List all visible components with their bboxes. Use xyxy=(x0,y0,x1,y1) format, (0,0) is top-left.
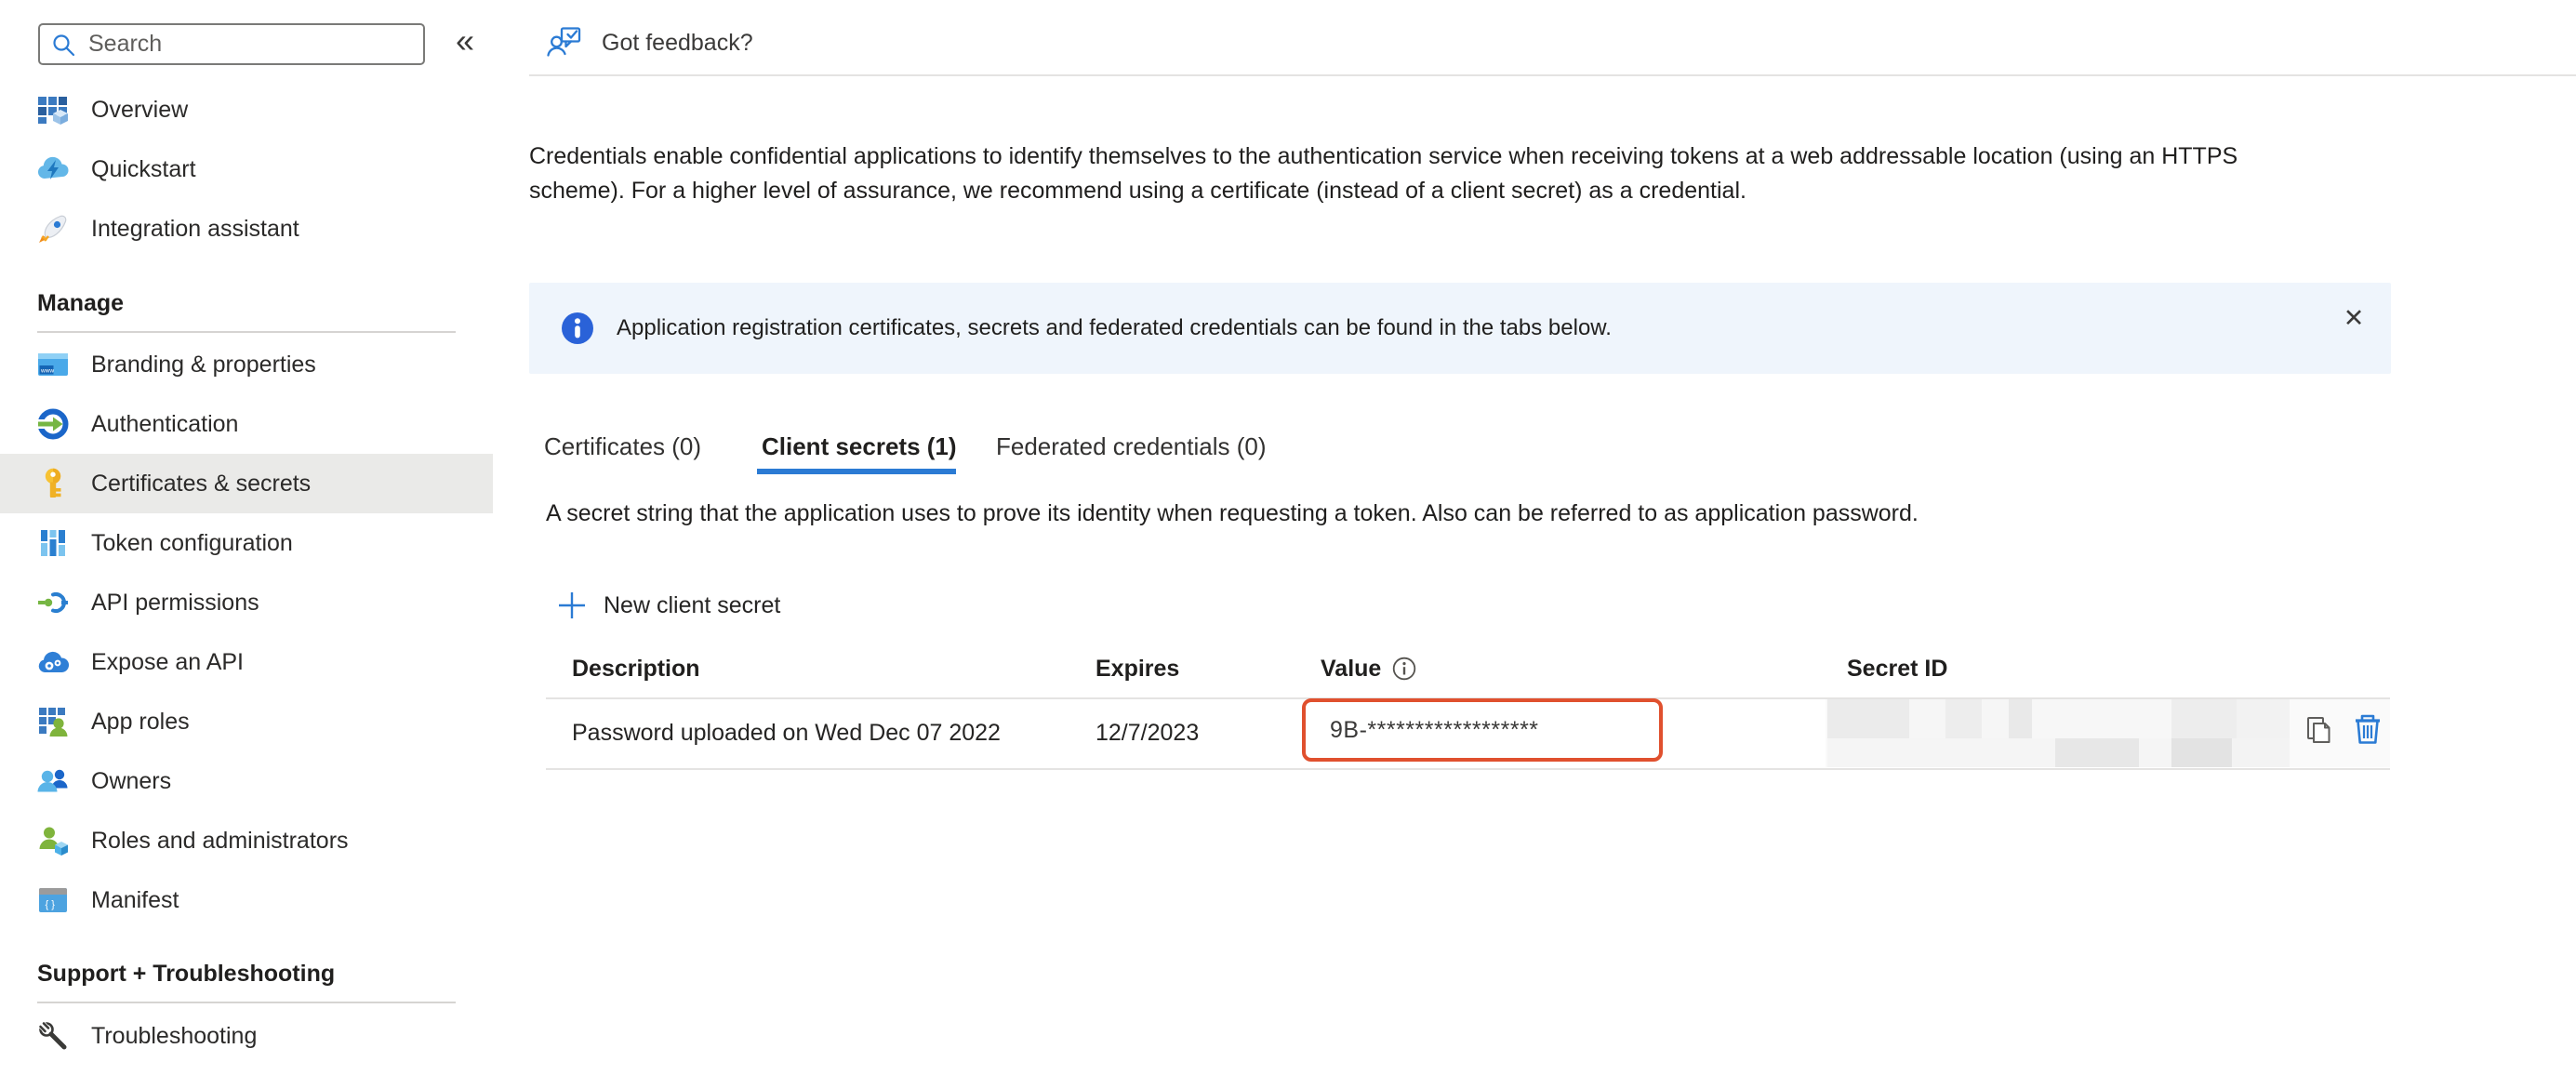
svg-text:{ }: { } xyxy=(45,899,55,910)
sidebar-item-label: Overview xyxy=(91,96,189,123)
column-header-description: Description xyxy=(572,655,700,682)
got-feedback-button[interactable] xyxy=(546,22,753,63)
cloud-gears-icon xyxy=(37,646,69,678)
secret-id-redaction-block xyxy=(2232,738,2290,767)
client-secret-description-text: A secret string that the application uses to prove its identity when requesting a token. Also can be referred to as application password. xyxy=(546,500,1919,526)
key-icon xyxy=(37,468,69,499)
sign-in-arrow-icon xyxy=(37,408,69,440)
sidebar-item-overview[interactable] xyxy=(0,80,493,139)
sidebar-item-integration-assistant[interactable] xyxy=(0,199,493,259)
svg-text:www: www xyxy=(41,367,55,375)
collapse-sidebar-button[interactable]: « xyxy=(445,17,485,65)
api-plug-icon xyxy=(37,587,69,618)
sidebar-item-label: Certificates & secrets xyxy=(91,470,312,497)
sidebar-item-label: Roles and administrators xyxy=(91,827,349,854)
column-header-expires: Expires xyxy=(1095,655,1180,682)
secret-id-redaction-block xyxy=(1909,699,1945,738)
info-icon xyxy=(561,312,594,345)
sidebar-item-label: Integration assistant xyxy=(91,215,299,242)
new-client-secret-button[interactable] xyxy=(557,584,780,627)
sidebar-item-branding-properties[interactable] xyxy=(0,335,493,394)
sidebar-item-expose-an-api[interactable] xyxy=(0,632,493,692)
sidebar-search-box[interactable] xyxy=(38,23,425,65)
divider xyxy=(37,1002,456,1003)
overview-grid-icon xyxy=(37,94,69,126)
sidebar-item-manifest[interactable] xyxy=(0,870,493,930)
rocket-icon xyxy=(37,213,69,245)
cell-description: Password uploaded on Wed Dec 07 2022 xyxy=(572,719,1001,746)
close-icon[interactable]: ✕ xyxy=(2335,299,2372,337)
sidebar-item-label: Authentication xyxy=(91,410,239,437)
secret-id-redaction-block xyxy=(2237,699,2290,738)
sidebar-item-troubleshooting[interactable] xyxy=(0,1006,493,1066)
column-header-value xyxy=(1321,651,1416,686)
sidebar-item-label: Owners xyxy=(91,767,172,794)
sidebar-item-certificates-secrets[interactable] xyxy=(0,454,493,513)
secret-id-redaction-block xyxy=(2171,738,2232,767)
cell-value[interactable]: 9B-****************** xyxy=(1330,716,1539,743)
feedback-icon xyxy=(546,24,583,61)
sidebar-item-label: Manifest xyxy=(91,886,179,913)
divider xyxy=(546,768,2390,770)
copy-icon xyxy=(2303,715,2336,749)
plus-icon xyxy=(557,591,587,620)
info-banner xyxy=(529,283,2391,374)
sidebar-section-manage: Manage xyxy=(37,289,125,316)
quickstart-cloud-icon xyxy=(37,153,69,185)
value-highlight-box xyxy=(1302,698,1663,762)
tab-federated-credentials[interactable]: Federated credentials (0) xyxy=(996,431,1267,460)
copy-secret-button[interactable] xyxy=(2303,715,2336,749)
secret-id-redaction-block xyxy=(1945,699,1982,738)
search-icon xyxy=(51,33,75,57)
secret-id-redaction-block xyxy=(2139,738,2171,767)
sidebar-item-label: API permissions xyxy=(91,589,259,616)
sidebar-item-label: Expose an API xyxy=(91,648,245,675)
sidebar-item-owners[interactable] xyxy=(0,751,493,811)
column-header-secret-id: Secret ID xyxy=(1847,655,1948,682)
two-people-icon xyxy=(37,765,69,797)
divider xyxy=(529,74,2576,76)
secret-id-redaction-block xyxy=(2171,699,2237,738)
search-input[interactable] xyxy=(86,30,412,59)
sidebar-item-label: Quickstart xyxy=(91,155,196,182)
active-tab-underline xyxy=(757,469,956,474)
sidebar-item-token-configuration[interactable] xyxy=(0,513,493,573)
secret-id-redaction-block xyxy=(1827,738,2055,767)
secret-id-redaction-block xyxy=(2055,738,2139,767)
sidebar xyxy=(0,0,493,1075)
cell-expires: 12/7/2023 xyxy=(1095,719,1200,746)
secret-id-redaction-block xyxy=(2009,699,2032,738)
divider xyxy=(37,331,456,333)
code-window-icon xyxy=(37,884,69,916)
trash-icon xyxy=(2350,712,2385,748)
tab-certificates[interactable]: Certificates (0) xyxy=(544,431,702,460)
tab-client-secrets[interactable]: Client secrets (1) xyxy=(762,431,957,460)
delete-secret-button[interactable] xyxy=(2350,712,2385,748)
secret-id-redaction-block xyxy=(2032,699,2171,738)
wrench-icon xyxy=(37,1020,69,1052)
sidebar-item-quickstart[interactable] xyxy=(0,139,493,199)
value-info-icon[interactable] xyxy=(1392,657,1416,681)
sidebar-item-api-permissions[interactable] xyxy=(0,573,493,632)
browser-www-icon xyxy=(37,349,69,380)
sidebar-item-roles-administrators[interactable] xyxy=(0,811,493,870)
sidebar-item-app-roles[interactable] xyxy=(0,692,493,751)
got-feedback-label: Got feedback? xyxy=(602,29,753,56)
sidebar-item-authentication[interactable] xyxy=(0,394,493,454)
column-header-value-label: Value xyxy=(1321,655,1382,682)
sidebar-item-label: Branding & properties xyxy=(91,351,316,378)
sliders-icon xyxy=(37,527,69,559)
person-cube-icon xyxy=(37,825,69,856)
sidebar-section-support-troubleshooting: Support + Troubleshooting xyxy=(37,960,336,987)
grid-person-icon xyxy=(37,706,69,737)
new-client-secret-label: New client secret xyxy=(604,591,781,618)
secret-id-redaction-block xyxy=(1827,699,1909,738)
credentials-intro-text: Credentials enable confidential applications to identify themselves to the authentication service when receiving tokens at a web addressable location (using an HTTPS scheme). For a higher level of assurance, we recommend using a certificate (instead of a client secret) as a credential. xyxy=(529,143,2238,204)
sidebar-item-label: Token configuration xyxy=(91,529,293,556)
sidebar-item-label: App roles xyxy=(91,708,190,735)
sidebar-item-label: Troubleshooting xyxy=(91,1022,258,1049)
info-banner-text: Application registration certificates, secrets and federated credentials can be found in the tabs below. xyxy=(617,315,1612,340)
secret-id-redaction-block xyxy=(1982,699,2009,738)
